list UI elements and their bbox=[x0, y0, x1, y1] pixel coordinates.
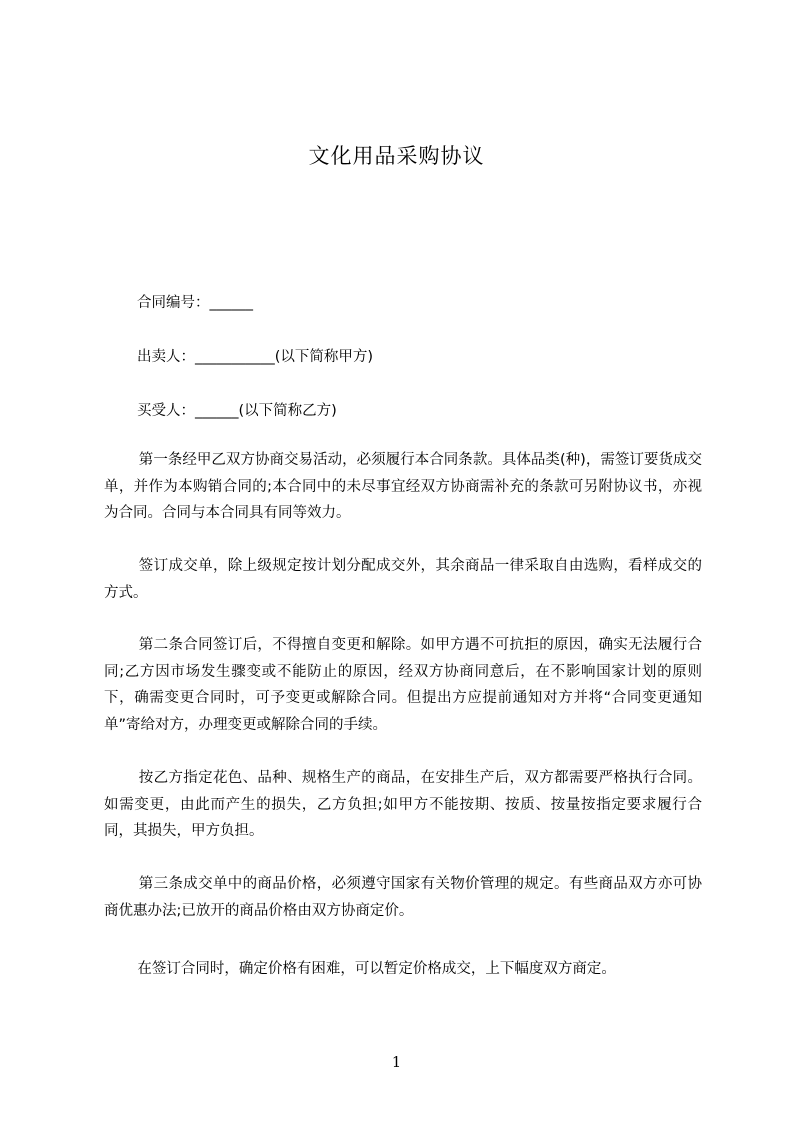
document-title: 文化用品采购协议 bbox=[308, 144, 485, 168]
seller-field: 出卖人：___________(以下简称甲方) bbox=[137, 349, 374, 365]
paragraph-article-3: 第三条成交单中的商品价格，必须遵守国家有关物价管理的规定。有些商品双方亦可协商优惠办法;已放开的商品价格由双方协商定价。 bbox=[104, 876, 702, 919]
paragraph-article-2: 第二条合同签订后，不得擅自变更和解除。如甲方遇不可抗拒的原因，确实无法履行合同;乙方因市场发生骤变或不能防止的原因，经双方协商同意后，在不影响国家计划的原则下，确需变更合同时，可予变更或解除合同。但提出方应提前通知对方并将“合同变更通知单”寄给对方，办理变更或解除合同的手续。 bbox=[104, 637, 702, 733]
paragraph-specified-goods: 按乙方指定花色、品种、规格生产的商品，在安排生产后，双方都需要严格执行合同。如需变更，由此而产生的损失，乙方负担;如甲方不能按期、按质、按量按指定要求履行合同，其损失，甲方负担。 bbox=[104, 770, 702, 839]
contract-number-field: 合同编号：______ bbox=[137, 295, 253, 311]
buyer-field: 买受人：______(以下简称乙方) bbox=[137, 403, 337, 419]
paragraph-article-1: 第一条经甲乙双方协商交易活动，必须履行本合同条款。具体品类(种)，需签订要货成交单，并作为本购销合同的;本合同中的未尽事宜经双方协商需补充的条款可另附协议书，亦视为合同。合同与本合同具有同等效力。 bbox=[104, 452, 702, 521]
paragraph-order-method: 签订成交单，除上级规定按计划分配成交外，其余商品一律采取自由选购，看样成交的方式。 bbox=[104, 558, 702, 601]
paragraph-provisional-price: 在签订合同时，确定价格有困难，可以暂定价格成交，上下幅度双方商定。 bbox=[137, 961, 616, 977]
page-number: 1 bbox=[391, 1055, 402, 1071]
